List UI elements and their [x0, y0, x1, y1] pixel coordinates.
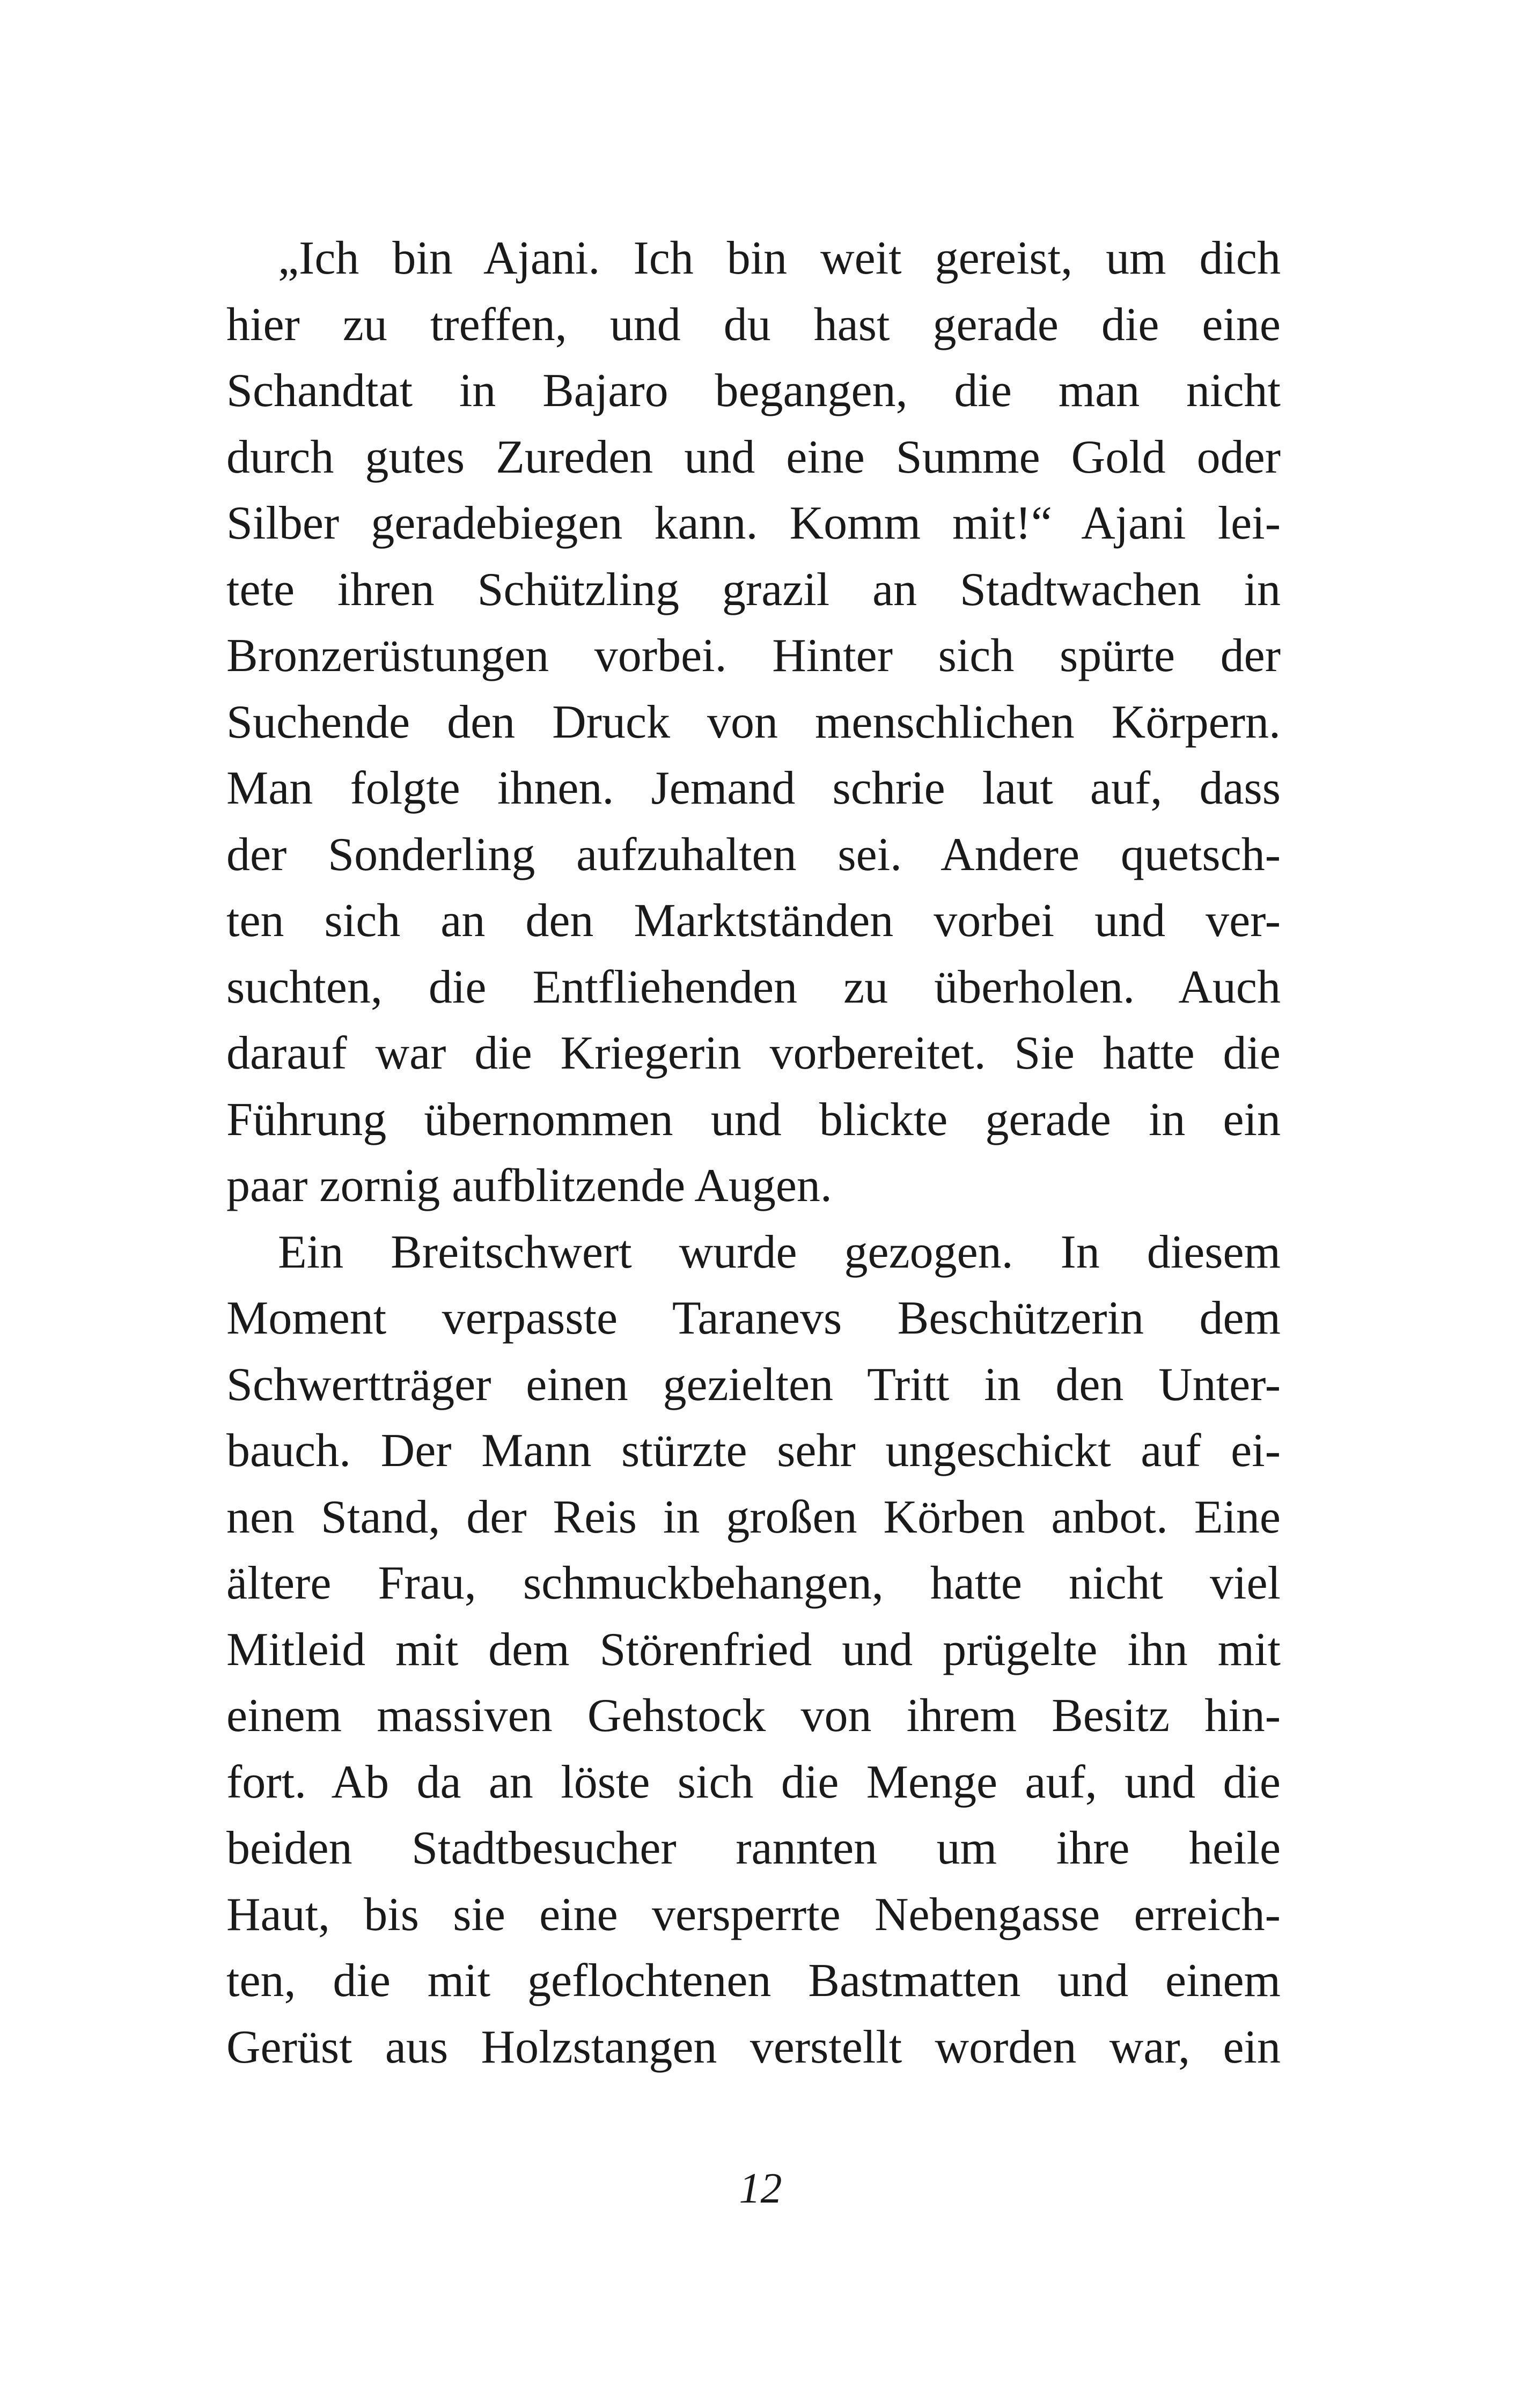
- text-line: paar zornig aufblitzende Augen.: [226, 1160, 832, 1212]
- text-line: beiden Stadtbesucher rannten um ihre heile: [226, 1822, 1281, 1874]
- text-line: Silber geradebiegen kann. Komm mit!“ Ajani lei-: [226, 497, 1281, 549]
- text-line: Führung übernommen und blickte gerade in ein: [226, 1093, 1281, 1146]
- text-line: Man folgte ihnen. Jemand schrie laut auf, dass: [226, 762, 1281, 814]
- text-line: nen Stand, der Reis in großen Körben anbot. Eine: [226, 1491, 1281, 1543]
- text-line: Haut, bis sie eine versperrte Nebengasse erreich-: [226, 1888, 1281, 1941]
- text-line: Gerüst aus Holzstangen verstellt worden war, ein: [226, 2021, 1281, 2073]
- text-line: Schwertträger einen gezielten Tritt in den Unter-: [226, 1358, 1281, 1411]
- body-text: [226, 225, 1281, 2080]
- text-line: Schandtat in Bajaro begangen, die man nicht: [226, 365, 1281, 417]
- text-line: fort. Ab da an löste sich die Menge auf, und die: [226, 1756, 1281, 1808]
- text-line: tete ihren Schützling grazil an Stadtwachen in: [226, 563, 1281, 616]
- text-line: bauch. Der Mann stürzte sehr ungeschickt auf ei-: [226, 1425, 1281, 1477]
- text-line: suchten, die Entfliehenden zu überholen. Auch: [226, 961, 1281, 1013]
- text-line: ten sich an den Marktständen vorbei und ver-: [226, 895, 1281, 947]
- text-line: Suchende den Druck von menschlichen Körpern.: [226, 696, 1281, 748]
- text-line: darauf war die Kriegerin vorbereitet. Sie hatte die: [226, 1027, 1281, 1079]
- text-line: Bronzerüstungen vorbei. Hinter sich spürte der: [226, 630, 1281, 682]
- text-line: der Sonderling aufzuhalten sei. Andere quetsch-: [226, 828, 1281, 881]
- text-line: hier zu treffen, und du hast gerade die eine: [226, 298, 1281, 351]
- text-line: einem massiven Gehstock von ihrem Besitz hin-: [226, 1690, 1281, 1742]
- page-number: 12: [739, 2165, 782, 2212]
- text-line: „Ich bin Ajani. Ich bin weit gereist, um dich: [278, 232, 1281, 284]
- text-line: Moment verpasste Taranevs Beschützerin dem: [226, 1292, 1281, 1344]
- text-line: ältere Frau, schmuckbehangen, hatte nicht viel: [226, 1557, 1281, 1609]
- text-line: durch gutes Zureden und eine Summe Gold oder: [226, 431, 1281, 483]
- text-line: ten, die mit geflochtenen Bastmatten und einem: [226, 1955, 1281, 2007]
- text-line: Mitleid mit dem Störenfried und prügelte ihn mit: [226, 1623, 1281, 1676]
- text-line: Ein Breitschwert wurde gezogen. In diesem: [278, 1226, 1281, 1278]
